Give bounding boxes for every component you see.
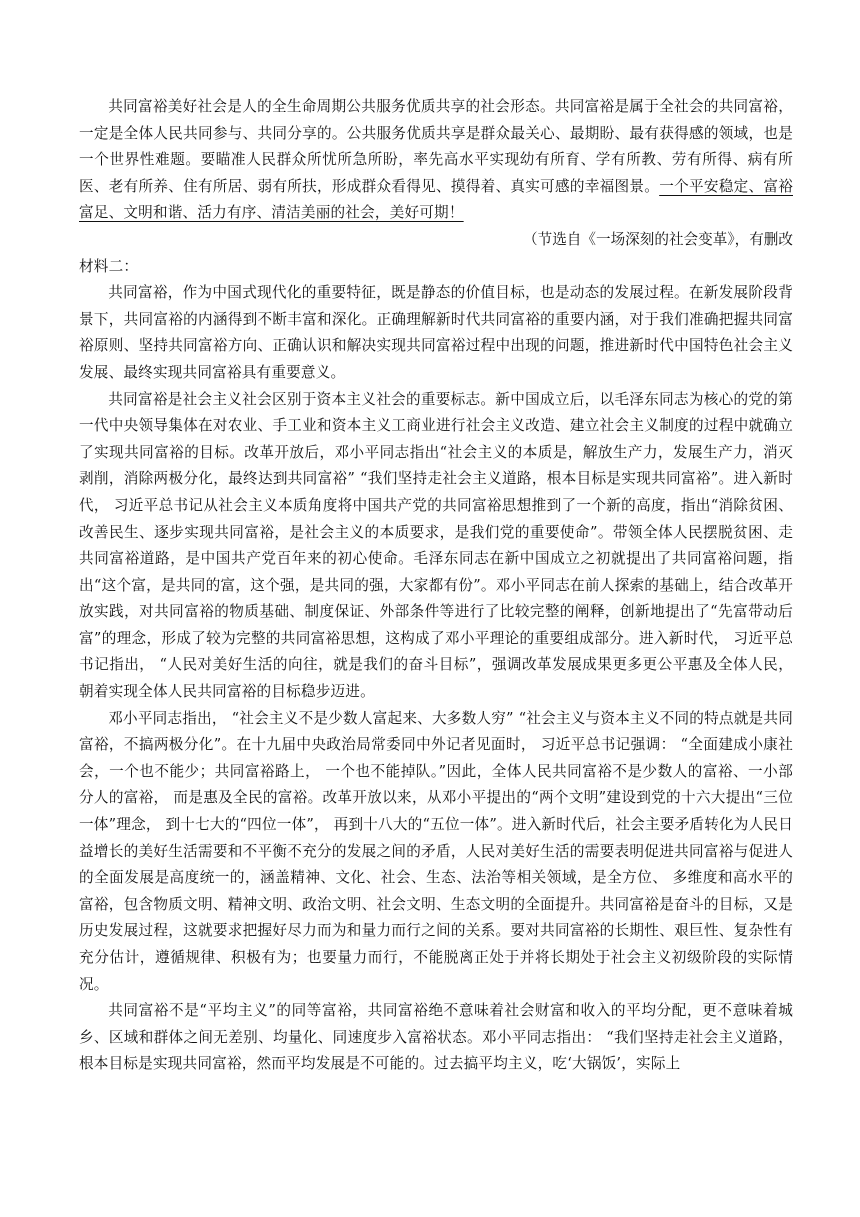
document-page [79,94,793,1078]
paragraph-4: 邓小平同志指出， “社会主义不是少数人富起来、大多数人穷” “社会主义与资本主义不同的特点就是共同富裕，不搞两极分化”。在十九届中央政治局常委同中外记者见面时， 习近平总书记强调： “全面建成小康社会，一个也不能少；共同富裕路上， 一个也不能掉队。”因此，全体人民共同富裕不是少数人的富裕、一小部分人的富裕， 而是惠及全民的富裕。改革开放以来，从邓小平提出的“两个文明”建设到党的十六大提出“三位一体”理念， 到十七大的“四位一体”， 再到十八大的“五位一体”。进入新时代后，社会主要矛盾转化为人民日益增长的美好生活需要和不平衡不充分的发展之间的矛盾，人民对美好生活的需要表明促进共同富裕与促进人的全面发展是高度统一的，涵盖精神、文化、社会、生态、法治等相关领域，是全方位、 多维度和高水平的富裕，包含物质文明、精神文明、政治文明、社会文明、生态文明的全面提升。共同富裕是奋斗的目标，又是历史发展过程，这就要求把握好尽力而为和量力而行之间的关系。要对共同富裕的长期性、艰巨性、复杂性有充分估计，遵循规律、积极有为；也要量力而行，不能脱离正处于并将长期处于社会主义初级阶段的实际情况。 [79,709,793,993]
paragraph-5: 共同富裕不是“平均主义”的同等富裕，共同富裕绝不意味着社会财富和收入的平均分配，更不意味着城乡、区域和群体之间无差别、均量化、同速度步入富裕状态。邓小平同志指出： “我们坚持走社会主义道路，根本目标是实现共同富裕，然而平均发展是不可能的。过去搞平均主义，吃‘大锅饭’，实际上 [79,1002,793,1073]
paragraph-3: 共同富裕是社会主义社会区别于资本主义社会的重要标志。新中国成立后，以毛泽东同志为核心的党的第一代中央领导集体在对农业、手工业和资本主义工商业进行社会主义改造、建立社会主义制度的过程中就确立了实现共同富裕的目标。改革开放后，邓小平同志指出“社会主义的本质是，解放生产力，发展生产力，消灭剥削，消除两极分化，最终达到共同富裕” “我们坚持走社会主义道路，根本目标是实现共同富裕”。进入新时代， 习近平总书记从社会主义本质角度将中国共产党的共同富裕思想推到了一个新的高度，指出“消除贫困、改善民生、逐步实现共同富裕，是社会主义的本质要求，是我们党的重要使命”。带领全体人民摆脱贫困、走共同富裕道路，是中国共产党百年来的初心使命。毛泽东同志在新中国成立之初就提出了共同富裕问题，指出“这个富，是共同的富，这个强，是共同的强，大家都有份”。邓小平同志在前人探索的基础上，结合改革开放实践，对共同富裕的物质基础、制度保证、外部条件等进行了比较完整的阐释，创新地提出了“先富带动后富”的理念，形成了较为完整的共同富裕思想，这构成了邓小平理论的重要组成部分。进入新时代， 习近平总书记指出， “人民对美好生活的向往，就是我们的奋斗目标”，强调改革发展成果更多更公平惠及全体人民，朝着实现全体人民共同富裕的目标稳步迈进。 [79,390,793,701]
source-citation: （节选自《一场深刻的社会变革》，有删改 [523,230,793,248]
paragraph-1 [79,94,793,227]
paragraph-1-text: 共同富裕美好社会是人的全生命周期公共服务优质共享的社会形态。共同富裕是属于全社会的共同富裕，一定是全体人民共同参与、共同分享的。公共服务优质共享是群众最关心、最期盼、最有获得感的领域，也是一个世界性难题。要瞄准人民群众所忧所急所盼，率先高水平实现幼有所育、学有所教、劳有所得、病有所医、老有所养、住有所居、弱有所扶，形成群众看得见、摸得着、真实可感的幸福图景。 [79,98,793,195]
material-2-label: 材料二： [79,257,139,275]
paragraph-2: 共同富裕，作为中国式现代化的重要特征，既是静态的价值目标，也是动态的发展过程。在新发展阶段背景下，共同富裕的内涵得到不断丰富和深化。正确理解新时代共同富裕的重要内涵，对于我们准确把握共同富裕原则、坚持共同富裕方向、正确认识和解决实现共同富裕过程中出现的问题，推进新时代中国特色社会主义发展、最终实现共同富裕具有重要意义。 [79,284,793,381]
underlined-sentence: 一个平安稳定、富裕富足、文明和谐、活力有序、清洁美丽的社会，美好可期！ [79,177,793,222]
